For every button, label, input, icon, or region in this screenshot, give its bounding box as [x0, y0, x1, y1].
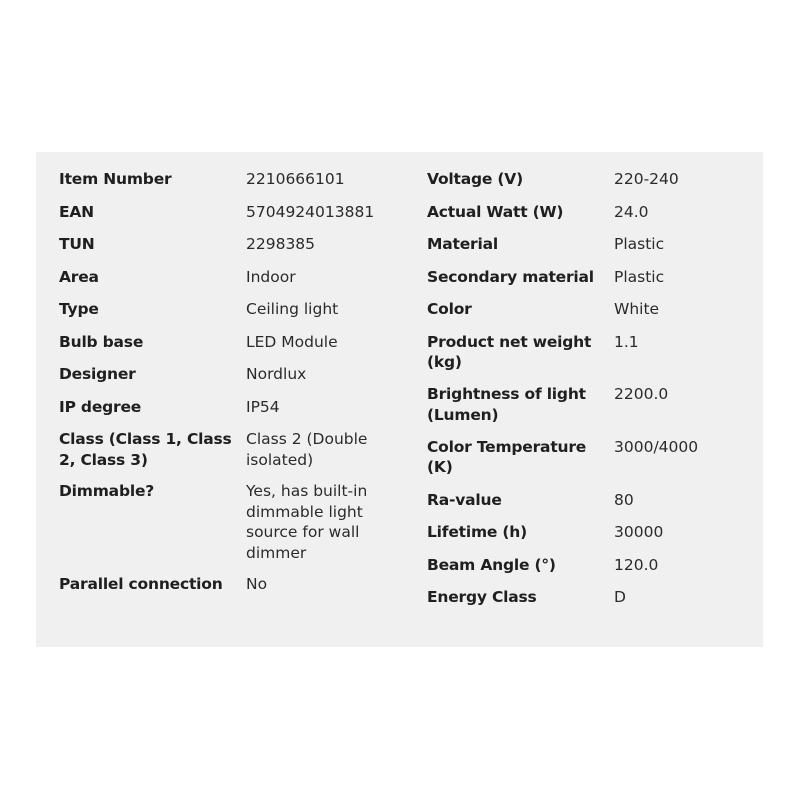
spec-row-ip-degree	[59, 397, 386, 430]
spec-value: 2200.0	[614, 385, 669, 403]
spec-label: Color	[427, 300, 472, 318]
spec-label: Brightness of light (Lumen)	[427, 385, 586, 424]
spec-label: Bulb base	[59, 332, 144, 351]
spec-value: Ceiling light	[246, 300, 339, 318]
spec-value: LED Module	[246, 332, 338, 351]
spec-value: Yes, has built-in dimmable light source for wall dimmer	[246, 482, 368, 562]
spec-row-area	[59, 267, 386, 300]
spec-value: 3000/4000	[614, 437, 699, 456]
spec-row-ean	[59, 202, 386, 235]
spec-value: D	[614, 588, 626, 606]
spec-label: Dimmable?	[59, 482, 155, 500]
spec-value: Indoor	[246, 267, 296, 286]
spec-table	[36, 152, 763, 647]
spec-row-tun	[59, 234, 386, 267]
spec-label: Material	[427, 235, 498, 253]
spec-value: 220-240	[614, 170, 679, 188]
spec-label: Designer	[59, 365, 136, 383]
spec-row-product-net-weight	[427, 332, 734, 385]
spec-row-color-temperature	[427, 437, 734, 490]
spec-row-secondary-material	[427, 267, 734, 300]
spec-value: 1.1	[614, 332, 639, 351]
spec-value: 120.0	[614, 555, 659, 574]
spec-label: EAN	[59, 202, 94, 221]
spec-row-bulb-base	[59, 332, 386, 365]
spec-label: TUN	[59, 235, 95, 253]
spec-label: Secondary material	[427, 267, 594, 286]
spec-row-parallel-connection	[59, 574, 386, 607]
spec-value: 30000	[614, 523, 664, 541]
spec-value: 2210666101	[246, 170, 345, 188]
spec-value: 2298385	[246, 235, 316, 253]
spec-row-energy-class	[427, 587, 734, 620]
spec-row-material	[427, 234, 734, 267]
spec-column-right	[427, 169, 734, 620]
spec-row-beam-angle	[427, 555, 734, 588]
spec-value: Nordlux	[246, 365, 307, 383]
spec-label: IP degree	[59, 397, 142, 416]
spec-value: IP54	[246, 397, 280, 416]
spec-value: No	[246, 575, 268, 593]
spec-value: 5704924013881	[246, 202, 375, 221]
spec-row-voltage	[427, 169, 734, 202]
spec-label: Parallel connection	[59, 575, 223, 593]
spec-row-lifetime	[427, 522, 734, 555]
spec-row-brightness	[427, 384, 734, 437]
spec-row-actual-watt	[427, 202, 734, 235]
spec-label: Product net weight (kg)	[427, 332, 592, 371]
spec-label: Type	[59, 300, 99, 318]
spec-label: Voltage (V)	[427, 170, 523, 188]
spec-value: Plastic	[614, 267, 665, 286]
spec-column-left	[59, 169, 386, 607]
spec-label: Lifetime (h)	[427, 523, 528, 541]
spec-value: Class 2 (Double isolated)	[246, 430, 368, 469]
spec-label: Color Temperature (K)	[427, 437, 587, 476]
spec-row-designer	[59, 364, 386, 397]
spec-label: Ra-value	[427, 490, 502, 509]
spec-value: White	[614, 300, 660, 318]
spec-row-ra-value	[427, 490, 734, 523]
spec-row-color	[427, 299, 734, 332]
spec-row-type	[59, 299, 386, 332]
spec-label: Class (Class 1, Class 2, Class 3)	[59, 430, 232, 469]
spec-row-dimmable	[59, 481, 386, 574]
spec-row-class	[59, 429, 386, 481]
spec-label: Item Number	[59, 170, 172, 188]
spec-value: Plastic	[614, 235, 665, 253]
spec-value: 24.0	[614, 202, 649, 221]
spec-label: Actual Watt (W)	[427, 202, 564, 221]
spec-value: 80	[614, 490, 634, 509]
spec-row-item-number	[59, 169, 386, 202]
spec-label: Beam Angle (°)	[427, 555, 556, 574]
spec-label: Energy Class	[427, 588, 537, 606]
spec-label: Area	[59, 267, 99, 286]
